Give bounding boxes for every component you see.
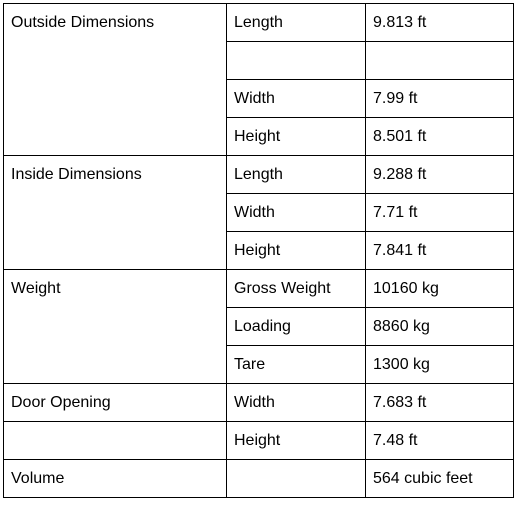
group-cell-inside-dimensions: Inside Dimensions bbox=[4, 156, 227, 270]
group-cell-outside-dimensions: Outside Dimensions bbox=[4, 4, 227, 156]
table-row bbox=[4, 4, 514, 42]
label-cell: Loading bbox=[227, 308, 366, 346]
value-cell: 9.288 ft bbox=[366, 156, 514, 194]
label-cell: Height bbox=[227, 232, 366, 270]
table-row bbox=[4, 384, 514, 422]
label-cell: Width bbox=[227, 80, 366, 118]
value-cell: 564 cubic feet bbox=[366, 460, 514, 498]
label-cell: Gross Weight bbox=[227, 270, 366, 308]
group-cell-door-opening: Door Opening bbox=[4, 384, 227, 422]
label-cell: Width bbox=[227, 384, 366, 422]
value-cell: 8.501 ft bbox=[366, 118, 514, 156]
label-cell: Length bbox=[227, 4, 366, 42]
value-cell: 7.841 ft bbox=[366, 232, 514, 270]
label-cell: Tare bbox=[227, 346, 366, 384]
label-cell bbox=[227, 42, 366, 80]
group-cell-volume: Volume bbox=[4, 460, 227, 498]
value-cell: 7.683 ft bbox=[366, 384, 514, 422]
value-cell: 1300 kg bbox=[366, 346, 514, 384]
specifications-table bbox=[3, 3, 514, 498]
value-cell bbox=[366, 42, 514, 80]
table-row bbox=[4, 270, 514, 308]
value-cell: 8860 kg bbox=[366, 308, 514, 346]
value-cell: 9.813 ft bbox=[366, 4, 514, 42]
label-cell: Width bbox=[227, 194, 366, 232]
label-cell: Height bbox=[227, 118, 366, 156]
group-cell-weight: Weight bbox=[4, 270, 227, 384]
group-cell-empty bbox=[4, 422, 227, 460]
label-cell: Length bbox=[227, 156, 366, 194]
table-row bbox=[4, 422, 514, 460]
value-cell: 7.71 ft bbox=[366, 194, 514, 232]
value-cell: 7.48 ft bbox=[366, 422, 514, 460]
value-cell: 10160 kg bbox=[366, 270, 514, 308]
label-cell: Height bbox=[227, 422, 366, 460]
label-cell bbox=[227, 460, 366, 498]
table-row bbox=[4, 460, 514, 498]
table-row bbox=[4, 156, 514, 194]
value-cell: 7.99 ft bbox=[366, 80, 514, 118]
